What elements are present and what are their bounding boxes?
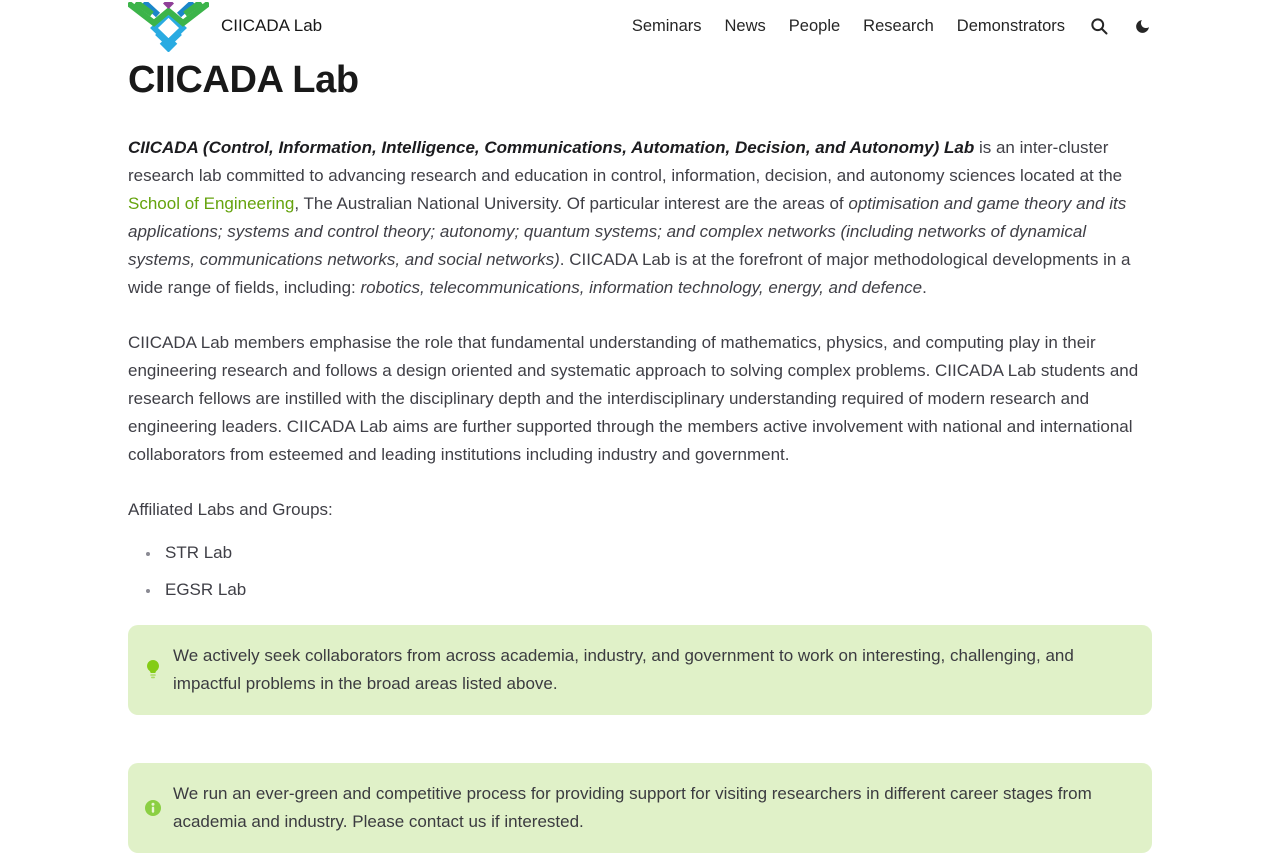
intro-fields-italic: robotics, telecommunications, information technology, energy, and defence <box>360 278 923 297</box>
main-nav <box>632 16 1152 36</box>
intro-part3: . CIICADA Lab is at the forefront of major methodological developments in a wide range of fields, including: <box>128 250 1131 297</box>
list-item-str-lab: • STR Lab <box>161 539 1152 567</box>
nav-news[interactable]: News <box>724 16 766 35</box>
moon-icon[interactable] <box>1133 18 1152 35</box>
nav-people[interactable]: People <box>788 16 841 35</box>
intro-paragraph <box>128 134 1152 302</box>
nav-seminars[interactable]: Seminars <box>631 16 702 35</box>
site-title[interactable]: CIICADA Lab <box>221 16 323 35</box>
nav-demonstrators[interactable]: Demonstrators <box>956 16 1065 35</box>
visiting-researchers-callout-text: We run an ever-green and competitive process for providing support for visiting researchers in different career stages from academia and industry. Please contact us if interested. <box>173 784 1092 831</box>
intro-part2: , The Australian National University. Of particular interest are the areas of <box>294 194 849 213</box>
school-of-engineering-link[interactable]: School of Engineering <box>128 194 295 213</box>
ciicada-logo-icon <box>128 39 209 56</box>
intro-part1: is an inter-cluster research lab committed to advancing research and education in control, information, decision, and autonomy sciences located at the <box>128 138 1123 185</box>
list-item-egsr-lab: • EGSR Lab <box>161 576 1152 604</box>
intro-part4: . <box>922 278 927 297</box>
visiting-researchers-callout <box>128 763 1152 853</box>
page-title: CIICADA Lab <box>128 59 359 101</box>
search-icon[interactable] <box>1088 16 1110 36</box>
collaborators-callout <box>128 625 1152 715</box>
affiliated-heading: Affiliated Labs and Groups: <box>128 500 333 519</box>
collaborators-callout-text: We actively seek collaborators from across academia, industry, and government to work on interesting, challenging, and impactful problems in the broad areas listed above. <box>173 646 1074 693</box>
page-content <box>128 134 1152 853</box>
site-header <box>128 0 1152 52</box>
lightbulb-icon <box>143 660 162 680</box>
nav-research[interactable]: Research <box>863 16 934 35</box>
info-icon <box>143 799 162 817</box>
site-logo[interactable] <box>128 2 209 52</box>
affiliated-list <box>128 539 1152 604</box>
intro-areas-italic: optimisation and game theory and its applications; systems and control theory; autonomy; quantum systems; and complex networks (including networks of dynamical systems, communications networks, and social networks) <box>128 194 1127 269</box>
intro-lead-bold: CIICADA (Control, Information, Intelligence, Communications, Automation, Decision, and Autonomy) Lab <box>128 138 975 157</box>
members-paragraph: CIICADA Lab members emphasise the role that fundamental understanding of mathematics, physics, and computing play in their engineering research and follows a design oriented and systematic approach to solving complex problems. CIICADA Lab students and research fellows are instilled with the disciplinary depth and the interdisciplinary understanding required of modern research and engineering leaders. CIICADA Lab aims are further supported through the members active involvement with national and international collaborators from esteemed and leading institutions including industry and government. <box>128 333 1139 464</box>
